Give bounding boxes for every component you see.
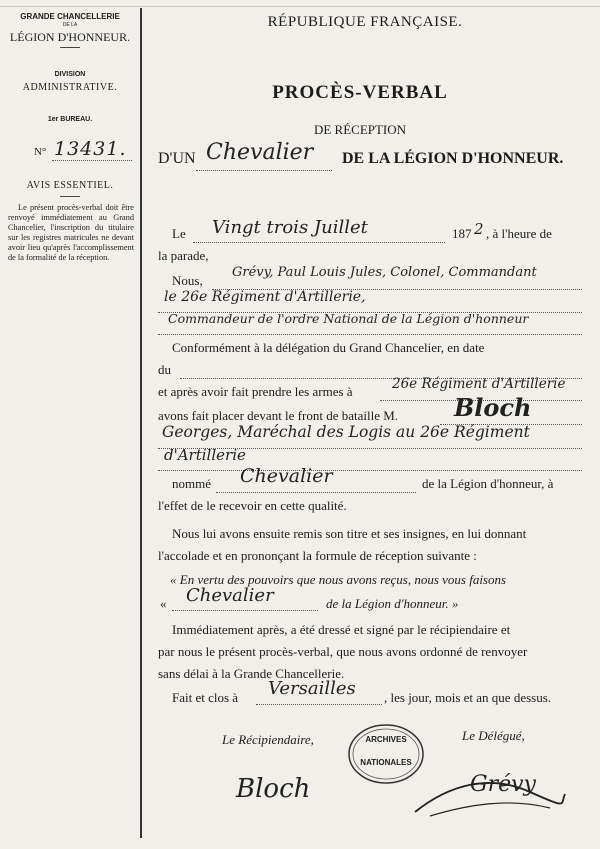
- separator: [60, 47, 80, 48]
- fait-text: Fait et clos à: [172, 690, 239, 705]
- para3-line1: Immédiatement après, a été dressé et signé par le récipiendaire et: [172, 622, 511, 637]
- legion-text: de la Légion d'honneur, à: [422, 476, 554, 491]
- nomme-hand: Chevalier: [240, 465, 333, 487]
- grade-hand: Chevalier: [206, 140, 314, 165]
- org-line-3: LÉGION D'HONNEUR.: [9, 30, 131, 44]
- division-label: DIVISION: [54, 71, 86, 78]
- republic-header: RÉPUBLIQUE FRANÇAISE.: [267, 14, 463, 30]
- front-text: avons fait placer devant le front de bataille M.: [158, 408, 399, 423]
- date-hand: Vingt trois Juillet: [212, 217, 368, 238]
- document-subtitle: DE RÉCEPTION: [313, 122, 407, 137]
- division-value: ADMINISTRATIVE.: [22, 82, 118, 93]
- recipiendaire-label: Le Récipiendaire,: [222, 732, 314, 747]
- stamp-bottom-text: NATIONALES: [360, 758, 412, 767]
- parade-text: la parade,: [158, 248, 209, 263]
- nous-hand-1: Grévy, Paul Louis Jules, Colonel, Commandant: [232, 265, 537, 280]
- para3-line3: sans délai à la Grande Chancellerie.: [158, 666, 345, 681]
- effet-text: l'effet de le recevoir en cette qualité.: [158, 498, 347, 513]
- armes-hand: 26e Régiment d'Artillerie: [392, 376, 566, 392]
- fait-hand: Versailles: [268, 678, 356, 699]
- para2-line1: Nous lui avons ensuite remis son titre et ses insignes, en lui donnant: [172, 526, 527, 541]
- heure-text: , à l'heure de: [486, 226, 552, 241]
- org-line-2: DE LA: [62, 22, 78, 28]
- number-line: [52, 160, 132, 161]
- sidebar-divider: [140, 8, 142, 838]
- delegue-signature-text: Grévy: [470, 772, 536, 797]
- nomme-label: nommé: [172, 476, 211, 491]
- du-label: du: [158, 362, 171, 377]
- le-label: Le: [172, 226, 186, 241]
- name-hand-3: d'Artillerie: [164, 446, 246, 464]
- legion-title: DE LA LÉGION D'HONNEUR.: [342, 150, 564, 167]
- delegue-label: Le Délégué,: [462, 728, 525, 743]
- nous-hand-3: Commandeur de l'ordre National de la Légion d'honneur: [168, 311, 529, 326]
- registration-number: 13431.: [54, 138, 127, 160]
- avis-heading: AVIS ESSENTIEL.: [26, 180, 114, 191]
- avis-notice: Le présent procès-verbal doit être renvoyé immédiatement au Grand Chancelier, l'inscription du titulaire sur les registres matricules ne devant avoir lieu qu'après l'accomplissement de la formalité de la réception.: [8, 203, 134, 262]
- formula-hand: Chevalier: [186, 585, 274, 606]
- nous-hand-2: le 26e Régiment d'Artillerie,: [164, 289, 366, 305]
- armes-text: et après avoir fait prendre les armes à: [158, 384, 353, 399]
- separator-2: [60, 196, 80, 197]
- name-hand: Bloch: [454, 393, 532, 422]
- year-prefix: 187: [452, 226, 472, 241]
- number-label: N°: [34, 146, 47, 158]
- para3-line2: par nous le présent procès-verbal, que nous avons ordonné de renvoyer: [158, 644, 528, 659]
- name-hand-2: Georges, Maréchal des Logis au 26e Régiment: [162, 423, 530, 441]
- bureau-label: 1er BUREAU.: [47, 116, 93, 123]
- conformement-text: Conformément à la délégation du Grand Chancelier, en date: [172, 340, 485, 355]
- top-border: [0, 6, 600, 7]
- stamp-top-text: ARCHIVES: [365, 735, 407, 744]
- nous-label: Nous,: [172, 273, 203, 288]
- para2-line2: l'accolade et en prononçant la formule de réception suivante :: [158, 548, 477, 563]
- delegue-signature: [410, 764, 570, 824]
- year-hand: 2: [474, 220, 484, 238]
- formula-line1: « En vertu des pouvoirs que nous avons reçus, nous vous faisons: [170, 572, 507, 587]
- formula-end: de la Légion d'honneur. »: [326, 596, 459, 611]
- dun-label: D'UN: [158, 150, 196, 167]
- fait-end: , les jour, mois et an que dessus.: [384, 690, 552, 705]
- formula-open-quote: «: [160, 596, 167, 611]
- recipiendaire-signature: Bloch: [236, 774, 311, 804]
- document-title: PROCÈS-VERBAL: [272, 82, 448, 103]
- org-line-1: GRANDE CHANCELLERIE: [20, 12, 120, 21]
